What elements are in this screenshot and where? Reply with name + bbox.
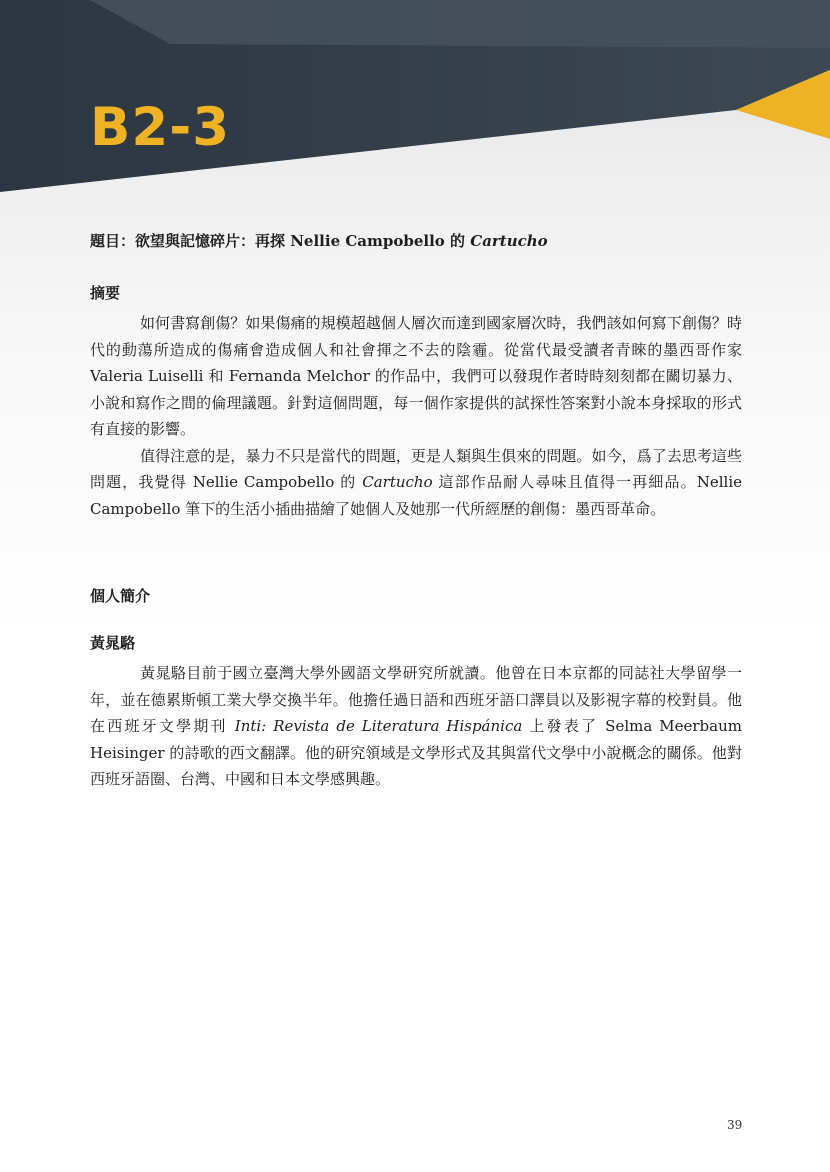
bio-journal-title: Inti: Revista de Literatura Hispánica xyxy=(234,717,523,735)
bio-paragraph xyxy=(90,660,742,793)
bio-text-end: 上發表了 Selma Meerbaum Heisinger 的詩歌的西文翻譯。他的研究領域是文學形式及其與當代文學中小說概念的關係。他對西班牙語圈、台灣、中國和日本文學感興趣。 xyxy=(90,717,742,788)
paper-title-work: Cartucho xyxy=(470,232,548,250)
page-number: 39 xyxy=(727,1118,743,1132)
header-light-stripe xyxy=(90,0,830,48)
abstract-p2-text-start: 值得注意的是，暴力不只是當代的問題，更是人類與生俱來的問題。如今，爲了去思考這些問題，我覺得 Nellie Campobello 的 xyxy=(90,446,742,491)
bio-text-start: 黃晁駱目前于國立臺灣大學外國語文學研究所就讀。他曾在日本京都的同誌社大學留學一年，並在德累斯頓工業大學交換半年。他擔任過日語和西班牙語口譯員以及影視字幕的校對員。他在西班牙文學期刊 xyxy=(90,664,742,735)
paper-title xyxy=(90,224,742,258)
paper-title-prefix: 題目：欲望與記憶碎片：再探 Nellie Campobello 的 xyxy=(90,232,471,250)
author-name: 黃晁駱 xyxy=(90,634,136,652)
main-content xyxy=(90,224,742,793)
abstract-paragraph-2 xyxy=(90,443,742,523)
document-code: B2-3 xyxy=(90,97,231,158)
bio-heading: 個人簡介 xyxy=(90,587,151,605)
abstract-heading: 摘要 xyxy=(90,284,121,302)
abstract-p2-work-title: Cartucho xyxy=(362,473,433,491)
abstract-paragraph-1: 如何書寫創傷？如果傷痛的規模超越個人層次而達到國家層次時，我們該如何寫下創傷？時代的動蕩所造成的傷痛會造成個人和社會揮之不去的陰霾。從當代最受讀者青睞的墨西哥作家 Valeria Luiselli 和 Fernanda Melchor 的作品中，我們可以發現作者時時刻刻都在關切暴力、小說和寫作之間的倫理議題。針對這個問題，每一個作家提供的試探性答案對小說本身採取的形式有直接的影響。 xyxy=(90,314,742,438)
abstract-p2-text-end: 這部作品耐人尋味且值得一再細品。Nellie Campobello 筆下的生活小插曲描繪了她個人及她那一代所經歷的創傷：墨西哥革命。 xyxy=(90,473,742,518)
